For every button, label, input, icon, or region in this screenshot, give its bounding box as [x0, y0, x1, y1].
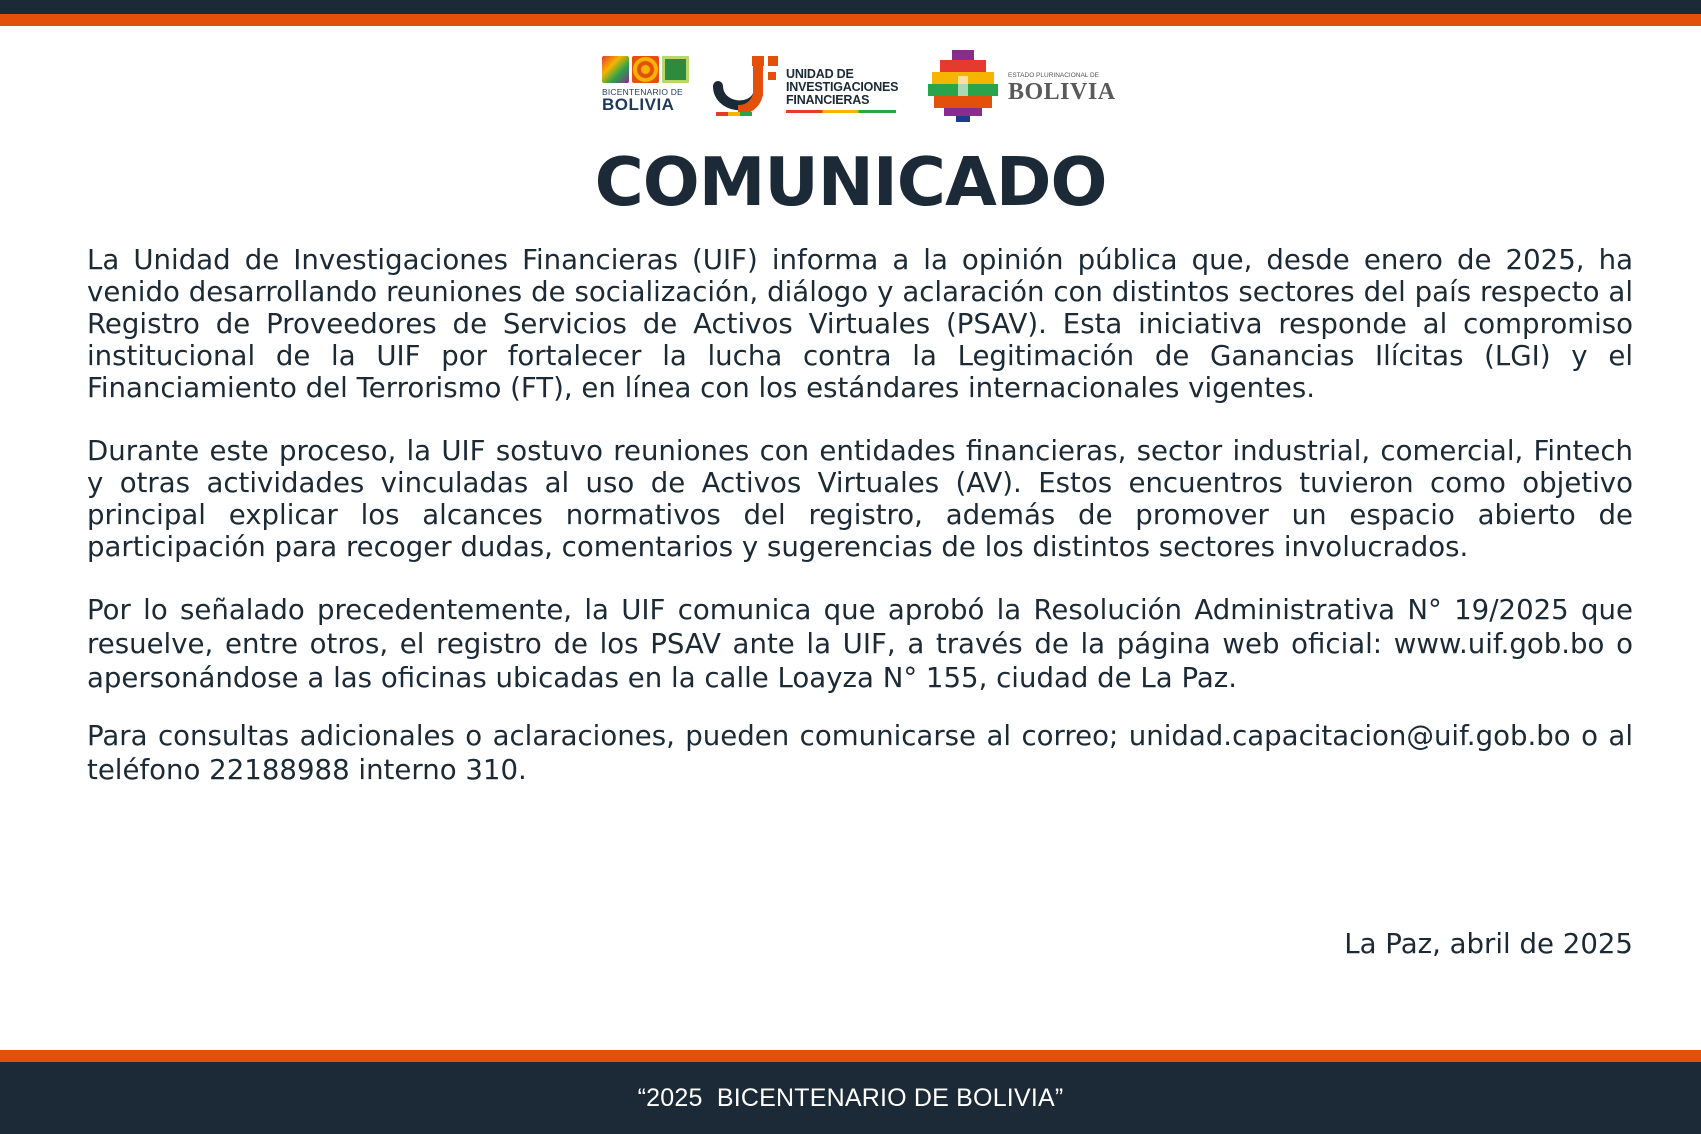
uif-logo [712, 54, 912, 118]
estado-plurinacional-logo [928, 50, 1118, 122]
paragraph-4: Para consultas adicionales o aclaraciones, pueden comunicarse al correo; unidad.capacitacion@uif.gob.bo o al teléfono 22188988 interno 310. [87, 719, 1633, 786]
bicentenario-logo [602, 56, 694, 118]
top-bar-dark [0, 0, 1701, 14]
bicentenario-emblem-icon [602, 56, 694, 83]
paragraph-2: Durante este proceso, la UIF sostuvo reuniones con entidades financieras, sector industrial, comercial, Fintech y otras actividades vinculadas al uso de Activos Virtuales (AV). Estos encuentros tuvieron como objetivo principal explicar los alcances normativos del registro, además de promover un espacio abierto de participación para recoger dudas, comentarios y sugerencias de los distintos sectores involucrados. [87, 434, 1633, 563]
page-title: COMUNICADO [594, 143, 1107, 221]
uif-emblem-icon [712, 54, 788, 118]
footer [0, 1062, 1701, 1134]
communique-body [87, 244, 1633, 787]
bicentenario-small-text: BICENTENARIO DE [602, 87, 683, 97]
place-and-date: La Paz, abril de 2025 [1344, 927, 1633, 960]
top-bar-orange [0, 14, 1701, 26]
bottom-bar-orange [0, 1050, 1701, 1062]
paragraph-1: La Unidad de Investigaciones Financieras (UIF) informa a la opinión pública que, desde enero de 2025, ha venido desarrollando reuniones de socialización, diálogo y aclaración con distintos sectores del país respecto al Registro de Proveedores de Servicios de Activos Virtuales (PSAV). Esta iniciativa responde al compromiso institucional de la UIF por fortalecer la lucha contra la Legitimación de Ganancias Ilícitas (LGI) y el Financiamiento del Terrorismo (FT), en línea con los estándares internacionales vigentes. [87, 243, 1633, 404]
estado-big-text: BOLIVIA [1008, 79, 1116, 105]
estado-small-text: ESTADO PLURINACIONAL DE [1008, 72, 1100, 79]
bicentenario-big-text: BOLIVIA [602, 95, 675, 114]
header-logos [598, 50, 1118, 122]
paragraph-3: Por lo señalado precedentemente, la UIF comunica que aprobó la Resolución Administrativa N° 19/2025 que resuelve, entre otros, el registro de los PSAV ante la UIF, a través de la página web oficial: www.uif.gob.bo o apersonándose a las oficinas ubicadas en la calle Loayza N° 155, ciudad de La Paz. [87, 593, 1633, 694]
uif-logo-text: UNIDAD DE INVESTIGACIONES FINANCIERAS [786, 67, 899, 107]
footer-text: “2025 BICENTENARIO DE BOLIVIA” [637, 1083, 1064, 1112]
estado-emblem-icon [928, 50, 998, 122]
